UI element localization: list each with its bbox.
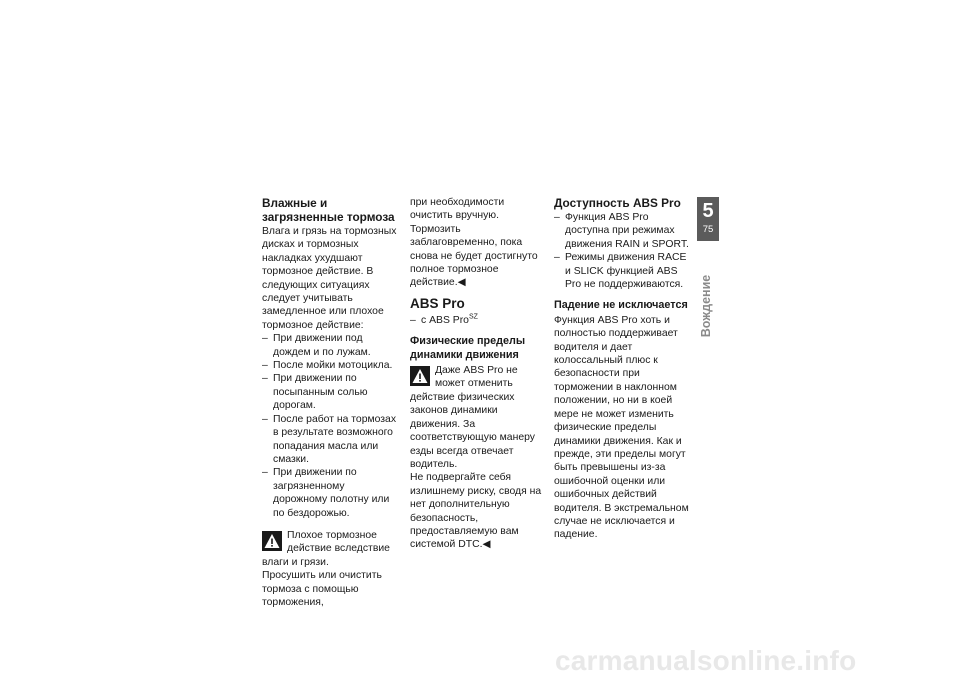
list-item (410, 314, 548, 327)
equipment-text: с ABS Pro (421, 314, 469, 326)
paragraph-continued: при необходимости очистить вручную. (410, 197, 505, 222)
section-heading-wet-brakes: Влажные и загрязненные тормоза (262, 196, 395, 224)
list-item: – Режимы движения RACE и SLICK функцией ABS Pro не поддерживаются. (554, 251, 692, 291)
list-item: – При движении под дождем и по лужам. (262, 332, 400, 359)
list-item: – После мойки мотоцикла. (262, 359, 400, 372)
warning-triangle-icon (410, 366, 430, 386)
chapter-tab (697, 197, 719, 241)
column-2 (410, 196, 548, 552)
warning-triangle-icon (262, 531, 282, 551)
warning-block (410, 364, 548, 471)
warning-text: Даже ABS Pro не может отменить действие физических законов динамики движения. За соответствующую манеру езды всегда отвечает водитель. (410, 365, 535, 470)
paragraph-note: Тормозить заблаговременно, пока снова не будет достигнуто полное тормозное действие.◀ (410, 223, 538, 289)
column-1 (262, 196, 400, 609)
paragraph-after-warning: Не подвергайте себя излишнему риску, сводя на нет дополнительную безопасность, предоставляемую вам системой DTC.◀ (410, 472, 542, 551)
equipment-code: SZ (468, 313, 478, 321)
situation-list (262, 332, 400, 520)
column-3 (554, 196, 692, 542)
list-item: – После работ на тормозах в результате возможного попадания масла или смазки. (262, 413, 400, 467)
equipment-list (410, 314, 548, 327)
subheading-physical-limits: Физические пределы динамики движения (410, 335, 526, 361)
list-item: – Функция ABS Pro доступна при режимах движения RAIN и SPORT. (554, 211, 692, 251)
warning-text: Плохое тормозное действие вследствие влаги и грязи. (262, 529, 390, 568)
chapter-number: 5 (702, 200, 714, 222)
section-heading-abs-pro: ABS Pro (410, 295, 465, 311)
list-item: – При движении по загрязненному дорожному полотну или по бездорожью. (262, 466, 400, 520)
section-heading-availability: Доступность ABS Pro (554, 196, 681, 210)
paragraph-body: Функция ABS Pro хоть и полностью поддерживает водителя и дает колоссальный плюс к безопасности при торможении в наклонном положении, но ни в коей мере не может изменить физические пределы динамики движения. Как и прежде, эти пределы могут быть превышены из-за ошибочной оценки или ошибочных действий водителя. В экстремальном случае не исключается и падение. (554, 314, 689, 541)
warning-block (262, 529, 400, 569)
list-item: – При движении по посыпанным солью дорогам. (262, 372, 400, 412)
page-number: 75 (702, 224, 714, 235)
availability-list (554, 211, 692, 291)
watermark: carmanualsonline.info (555, 646, 857, 676)
chapter-side-label: Вождение (699, 274, 713, 338)
paragraph-intro: Влага и грязь на тормозных дисках и тормозных накладках ухудшают тормозное действие. В следующих ситуациях следует учитывать замедленное или плохое тормозное действие: (262, 226, 397, 331)
paragraph-after-warning: Просушить или очистить тормоза с помощью торможения, (262, 570, 382, 608)
subheading-fall: Падение не исключается (554, 299, 688, 312)
